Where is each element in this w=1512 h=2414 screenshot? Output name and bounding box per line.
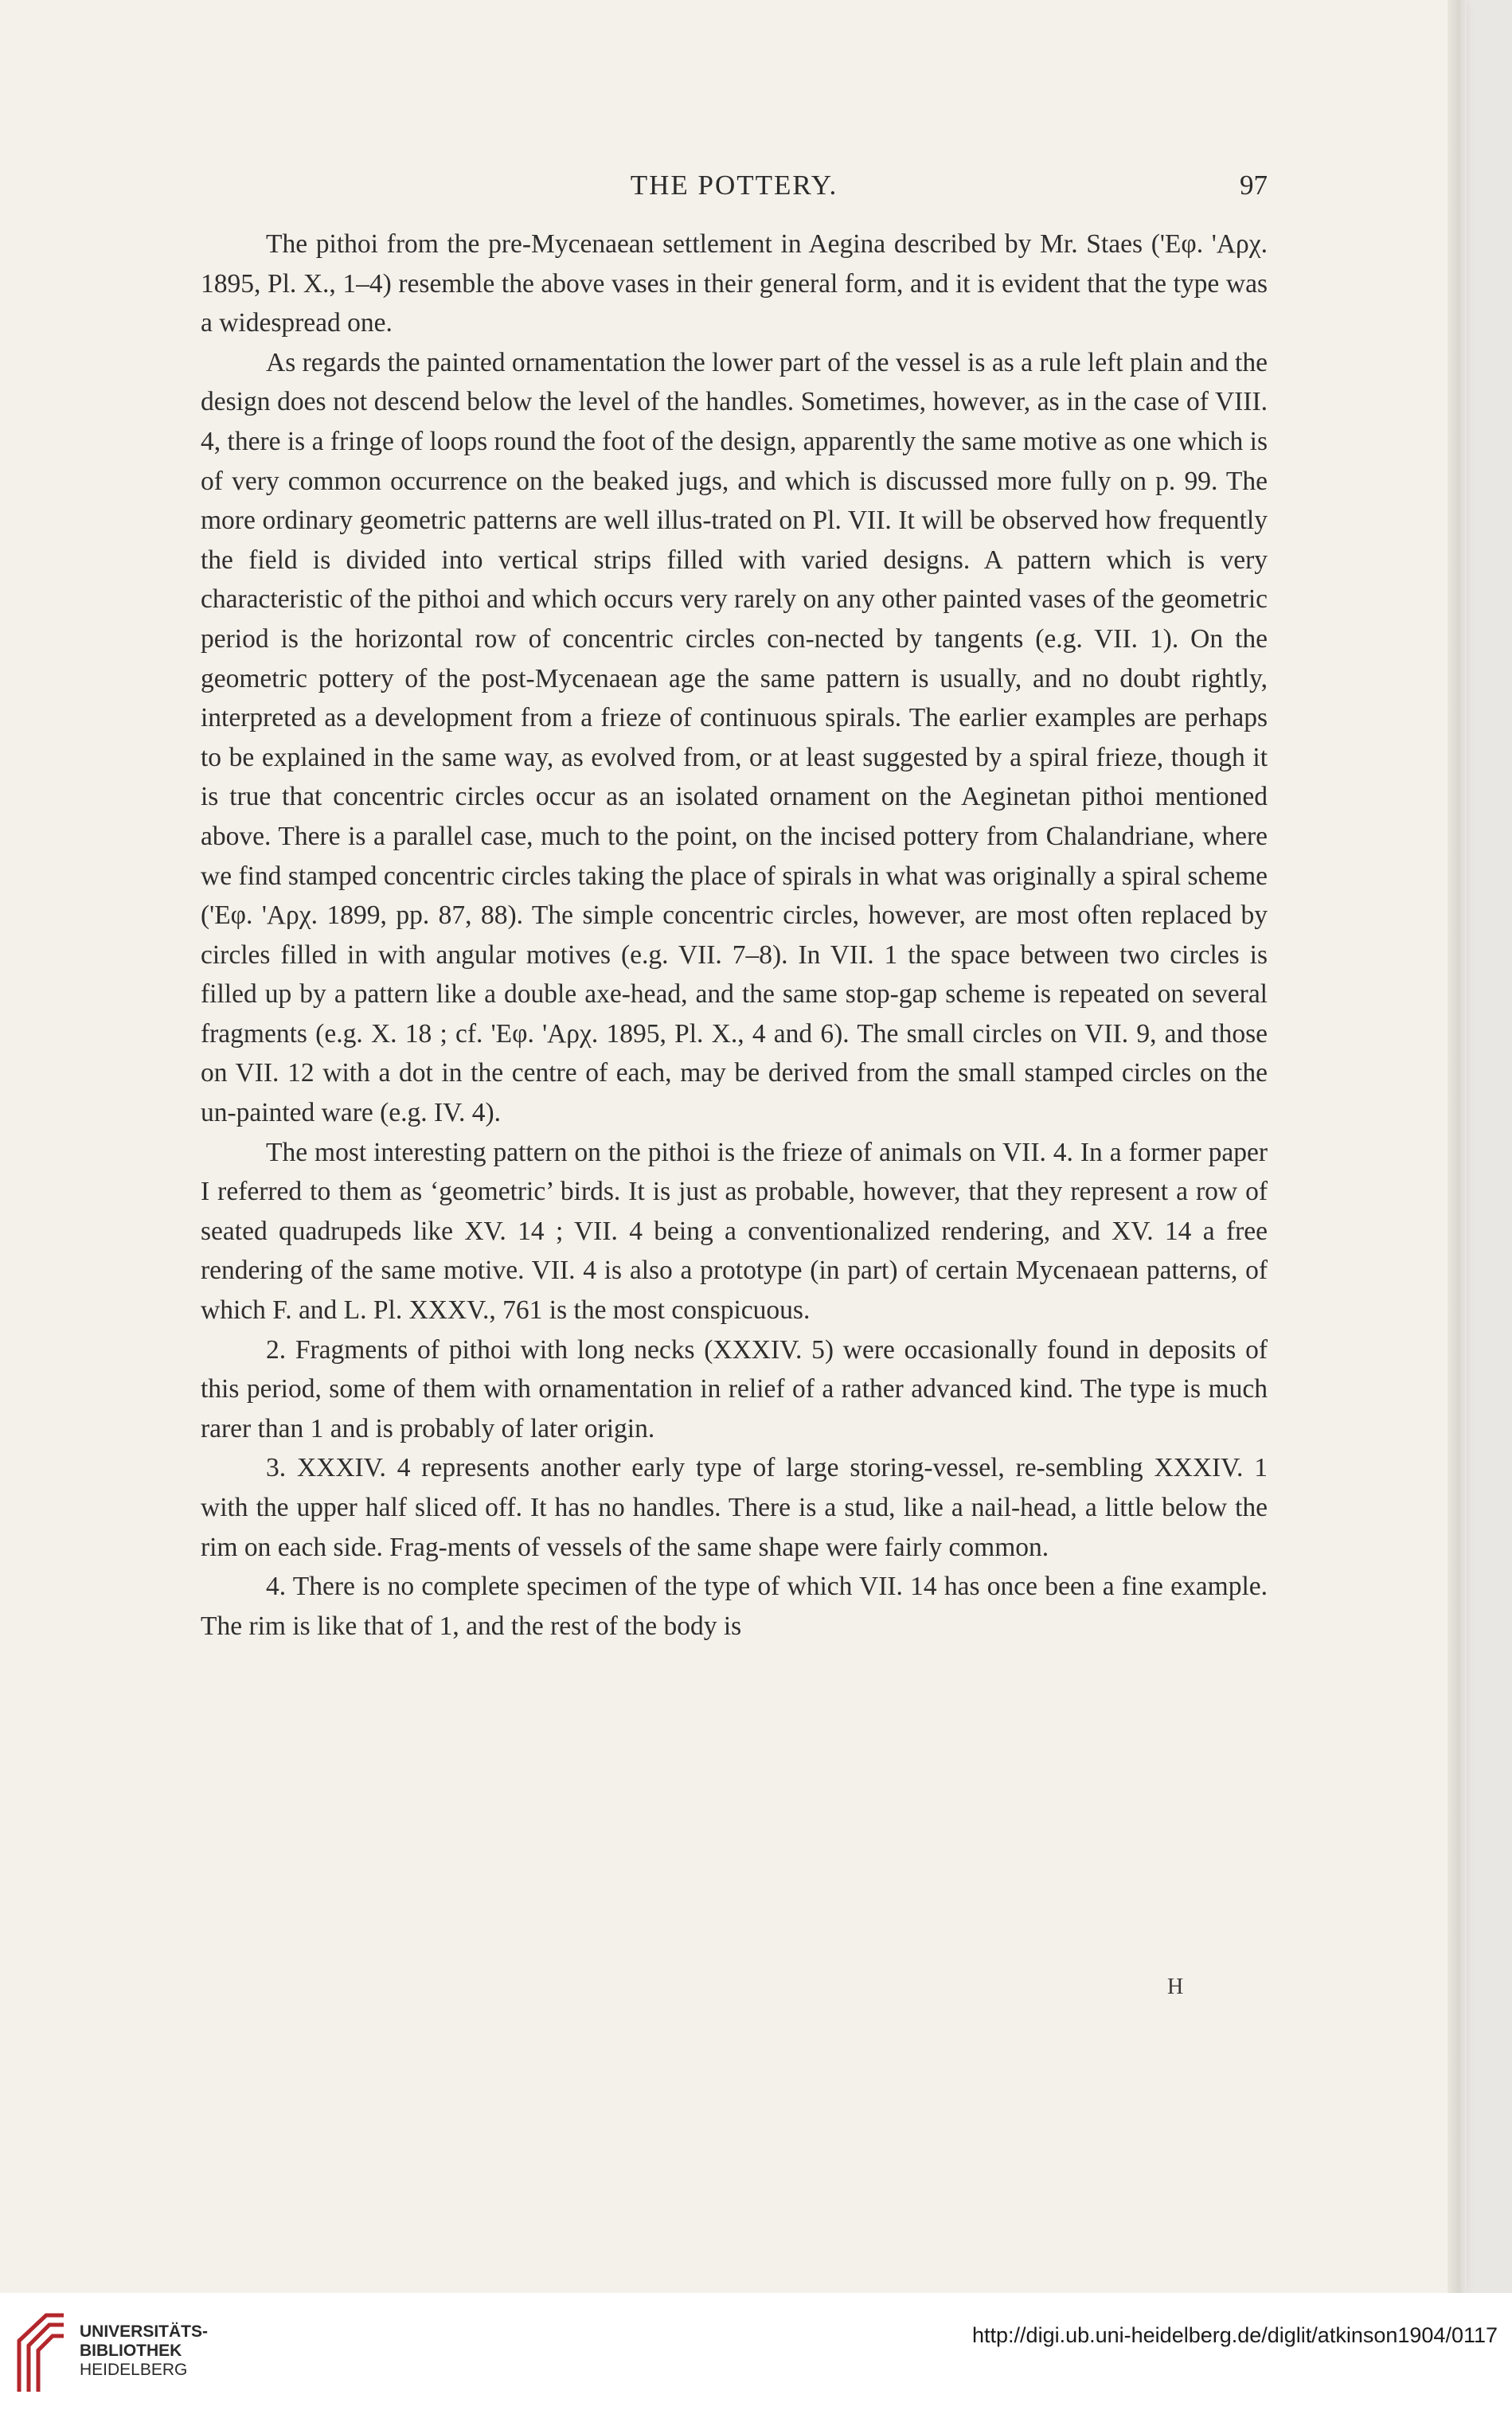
library-name-line: HEIDELBERG [80,2361,188,2379]
library-name [80,2322,208,2380]
footer-bar [0,2293,1512,2414]
library-logo-icon [14,2309,68,2395]
signature-mark: H [1167,1975,1184,1999]
paragraph: The most interesting pattern on the pithoi is the frieze of animals on VII. 4. In a former paper I referred to them as ‘geometric’ birds. It is just as probable, however, that they represent a row of seated quadrupeds like XV. 14 ; VII. 4 being a conventionalized rendering, and XV. 14 a free rendering of the same motive. VII. 4 is also a prototype (in part) of certain Mycenaean patterns, of which F. and L. Pl. XXXV., 761 is the most conspicuous. [201,1137,1268,1326]
paragraph: As regards the painted ornamentation the lower part of the vessel is as a rule left plain and the design does not descend below the level of the handles. Sometimes, however, as in the case of VIII. 4, there is a fringe of loops round the foot of the design, apparently the same motive as one which is of very common occurrence on the beaked jugs, and which is discussed more fully on p. 99. The more ordinary geometric patterns are well illus-trated on Pl. VII. It will be observed how frequently the field is divided into vertical strips filled with varied designs. A pattern which is very characteristic of the pithoi and which occurs very rarely on any other painted vases of the geometric period is the horizontal row of concentric circles con-nected by tangents (e.g. VII. 1). On the geometric pottery of the post-Mycenaean age the same pattern is usually, and no doubt rightly, interpreted as a development from a frieze of continuous spirals. The earlier examples are perhaps to be explained in the same way, as evolved from, or at least suggested by a spiral frieze, though it is true that concentric circles occur as an isolated ornament on the Aeginetan pithoi mentioned above. There is a parallel case, much to the point, on the incised pottery from Chalandriane, where we find stamped concentric circles taking the place of spirals in what was originally a spiral scheme ('Εφ. 'Αρχ. 1899, pp. 87, 88). The simple concentric circles, however, are most often replaced by circles filled in with angular motives (e.g. VII. 7–8). In VII. 1 the space between two circles is filled up by a pattern like a double axe-head, and the same stop-gap scheme is repeated on several fragments (e.g. X. 18 ; cf. 'Εφ. 'Αρχ. 1895, Pl. X., 4 and 6). The small circles on VII. 9, and those on VII. 12 with a dot in the centre of each, may be derived from the small stamped circles on the un-painted ware (e.g. IV. 4). [201,347,1268,1128]
paragraph: 4. There is no complete specimen of the type of which VII. 14 has once been a fine example. The rim is like that of 1, and the rest of the body is [201,1572,1268,1641]
page-title: THE POTTERY. [630,170,838,201]
page-edge-shadow [1448,0,1467,2293]
running-header [201,163,1268,211]
page-number: 97 [1240,170,1268,201]
library-name-line: BIBLIOTHEK [80,2342,182,2360]
paragraph: 3. XXXIV. 4 represents another early type of large storing-vessel, re-sembling XXXIV. 1 with the upper half sliced off. It has no handles. There is a stud, like a nail-head, a little below the rim on each side. Frag-ments of vessels of the same shape were fairly common. [201,1453,1268,1562]
library-name-line: UNIVERSITÄTS- [80,2322,209,2341]
paragraph: The pithoi from the pre-Mycenaean settlement in Aegina described by Mr. Staes ('Εφ. 'Αρχ. 1895, Pl. X., 1–4) resemble the above vases in their general form, and it is evident that the type was a widespread one. [201,229,1268,338]
paragraph: 2. Fragments of pithoi with long necks (XXXIV. 5) were occasionally found in deposits of this period, some of them with ornamentation in relief of a rather advanced kind. The type is much rarer than 1 and is probably of later origin. [201,1334,1268,1443]
source-url-link[interactable]: http://digi.ub.uni-heidelberg.de/diglit/atkinson1904/0117 [972,2323,1498,2347]
body-text [201,225,1268,1646]
